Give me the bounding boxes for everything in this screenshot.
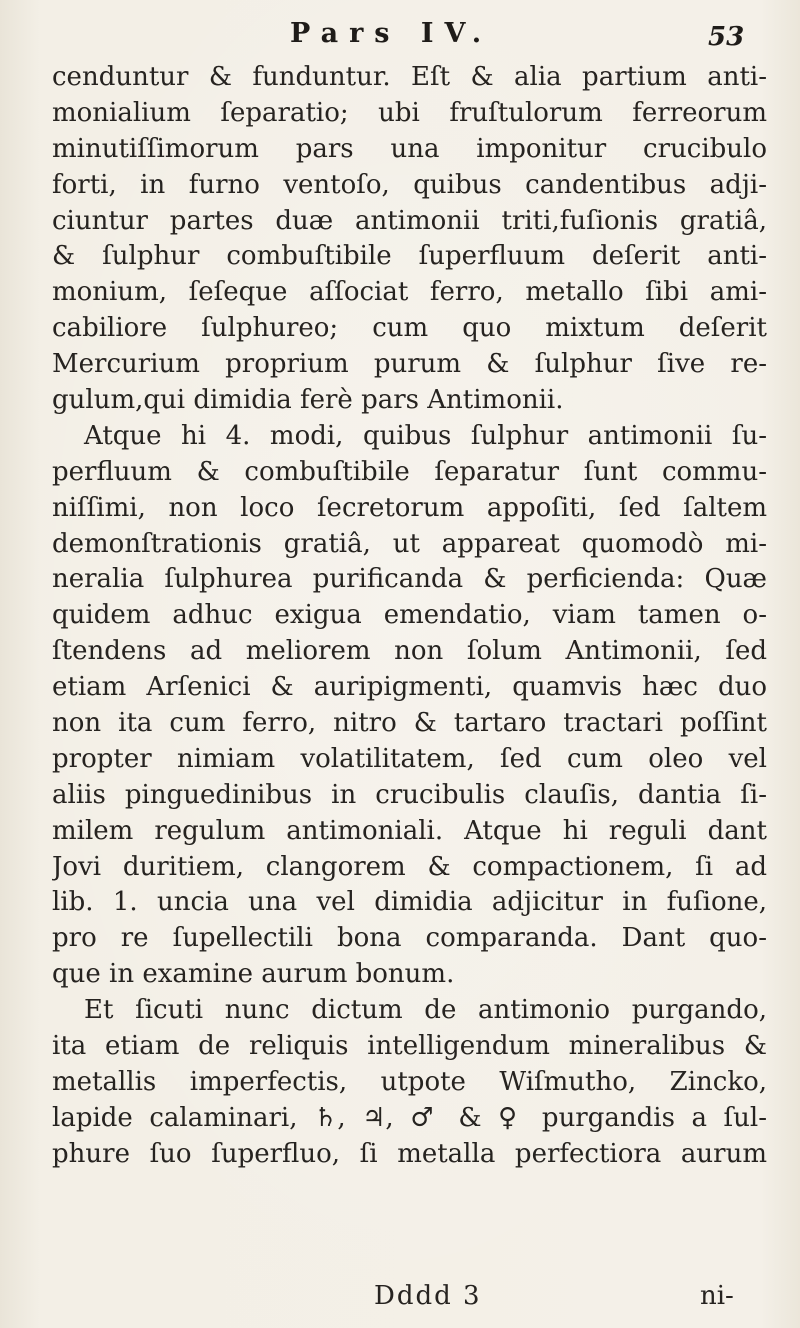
running-head xyxy=(0,14,800,54)
paragraph-start-line: Et ſicuti nunc dictum de antimonio purgando, xyxy=(84,995,767,1026)
text-line: pro re ſupellectili bona comparanda. Dant quo- xyxy=(52,923,767,954)
paragraph-start-line: Atque hi 4. modi, quibus ſulphur antimonii ſu- xyxy=(84,420,767,451)
text-line: etiam Arſenici & auripigmenti, quamvis hæc duo xyxy=(52,672,767,703)
paragraph-end-line: gulum,qui dimidia ferè pars Antimonii. xyxy=(52,385,564,416)
text-line: lib. 1. uncia una vel dimidia adjicitur in fuſione, xyxy=(52,887,767,918)
text-line: forti, in furno ventoſo, quibus candentibus adji- xyxy=(52,169,767,200)
text-line: ita etiam de reliquis intelligendum mineralibus & xyxy=(52,1031,767,1062)
text-line: milem regulum antimoniali. Atque hi reguli dant xyxy=(52,815,767,846)
text-line: perfluum & combuſtibile ſeparatur ſunt commu- xyxy=(52,456,767,487)
text-body xyxy=(52,60,767,1173)
text-line: non ita cum ferro, nitro & tartaro tractari poſſint xyxy=(52,708,767,739)
text-line: monium, ſeſeque aſſociat ferro, metallo ſibi ami- xyxy=(52,277,767,308)
signature-mark: Dddd 3 xyxy=(374,1281,482,1311)
text-line: demonſtrationis gratiâ, ut appareat quomodò mi- xyxy=(52,528,767,559)
page-number: 53 xyxy=(708,22,745,52)
text-line: minutiſſimorum pars una imponitur crucibulo xyxy=(52,133,767,164)
text-line: monialium ſeparatio; ubi fruſtulorum ferreorum xyxy=(52,97,767,128)
text-line: niſſimi, non loco ſecretorum appoſiti, ſed ſaltem xyxy=(52,492,767,523)
text-line: cenduntur & funduntur. Eſt & alia partium anti- xyxy=(52,62,767,92)
catchword: ni- xyxy=(700,1281,734,1311)
text-line: quidem adhuc exigua emendatio, viam tamen o- xyxy=(52,600,767,631)
text-line: & ſulphur combuſtibile ſuperfluum deſerit anti- xyxy=(52,241,767,272)
text-line: neralia ſulphurea purificanda & perficienda: Quæ xyxy=(52,564,767,595)
text-line: cabiliore ſulphureo; cum quo mixtum deſerit xyxy=(52,313,767,344)
text-line: lapide calaminari, ♄, ♃, ♂ & ♀ purgandis a ſul- xyxy=(52,1102,767,1133)
text-line: ciuntur partes duæ antimonii triti,fuſionis gratiâ, xyxy=(52,205,767,236)
text-line: aliis pinguedinibus in crucibulis clauſis, dantia ſi- xyxy=(52,779,767,810)
paragraph-end-line: que in examine aurum bonum. xyxy=(52,959,455,990)
text-line: propter nimiam volatilitatem, ſed cum oleo vel xyxy=(52,743,767,774)
page-footer xyxy=(52,1278,767,1314)
text-line: Jovi duritiem, clangorem & compactionem, ſi ad xyxy=(52,851,767,882)
text-line: phure ſuo ſuperfluo, ſi metalla perfectiora aurum xyxy=(52,1138,767,1169)
text-line: metallis imperfectis, utpote Wiſmutho, Zincko, xyxy=(52,1066,767,1097)
text-line: Mercurium proprium purum & ſulphur ſive re- xyxy=(52,349,767,380)
text-line: ſtendens ad meliorem non ſolum Antimonii, ſed xyxy=(52,636,767,667)
running-title: Pars IV. xyxy=(290,18,493,49)
